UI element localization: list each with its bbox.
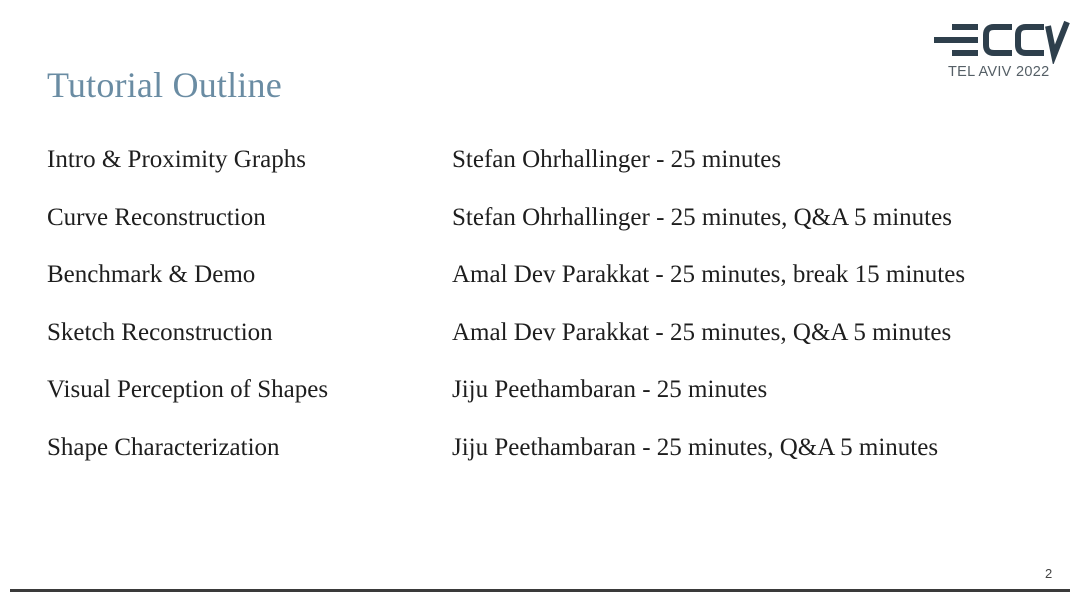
agenda-presenter: Stefan Ohrhallinger - 25 minutes, Q&A 5 minutes (452, 203, 952, 231)
agenda-presenter: Amal Dev Parakkat - 25 minutes, break 15 minutes (452, 261, 966, 288)
agenda-row (47, 146, 1047, 204)
logo-subtitle: TEL AVIV 2022 (948, 64, 1050, 80)
page-number: 2 (1045, 566, 1053, 581)
eccv-logo (930, 20, 1070, 84)
slide-title: Tutorial Outline (47, 65, 282, 105)
agenda-topic: Visual Perception of Shapes (47, 376, 329, 403)
agenda-presenter: Amal Dev Parakkat - 25 minutes, Q&A 5 minutes (452, 318, 952, 346)
agenda-presenter: Jiju Peethambaran - 25 minutes (452, 376, 768, 403)
agenda-topic: Intro & Proximity Graphs (47, 146, 307, 173)
agenda-topic: Shape Characterization (47, 433, 280, 461)
agenda-row (47, 204, 1047, 262)
footer-divider (10, 589, 1070, 592)
agenda-row (47, 434, 1047, 492)
agenda-row (47, 376, 1047, 434)
agenda-topic: Curve Reconstruction (47, 203, 266, 231)
agenda-presenter: Jiju Peethambaran - 25 minutes, Q&A 5 minutes (452, 433, 939, 461)
agenda-presenter: Stefan Ohrhallinger - 25 minutes (452, 146, 782, 173)
agenda-topic: Sketch Reconstruction (47, 318, 273, 346)
eccv-logo-mark (930, 20, 1070, 64)
agenda-topic: Benchmark & Demo (47, 261, 256, 288)
agenda-row (47, 319, 1047, 377)
agenda-list (47, 146, 1047, 491)
agenda-row (47, 261, 1047, 319)
